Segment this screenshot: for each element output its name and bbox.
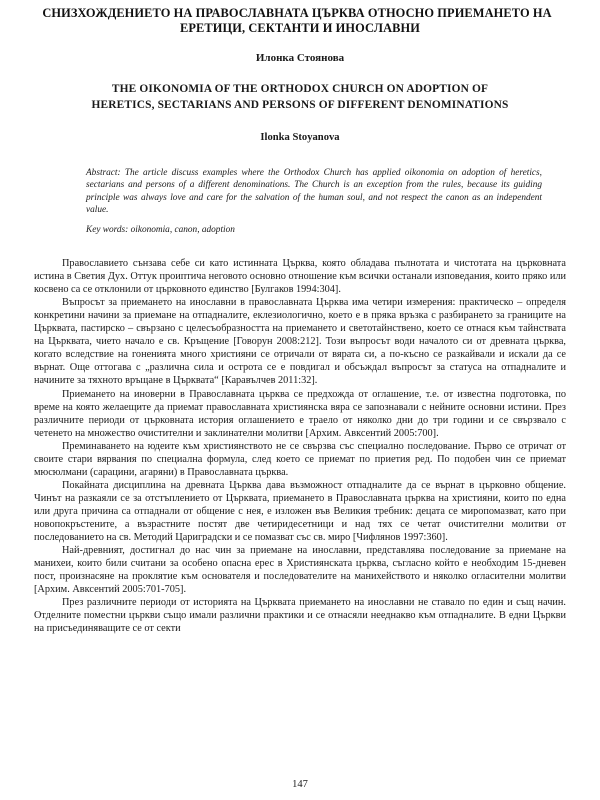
author-english: Ilonka Stoyanova [260,132,340,143]
body-paragraph: Най-древният, достигнал до нас чин за приемане на инославни, представлява последование за приемане на манихеи, които били считани за особено опасна ерес в Християнската църква, съгласно който е необходим 15-дневен пост, произнасяне на проклятие към основателя и последователите на манихейството и няколко огласителни молитви [Архим. Авксентий 2005:701-705]. [34,545,566,596]
abstract-block [86,167,542,217]
abstract-text: Abstract: The article discuss examples where the Orthodox Church has applied oikonomia on adoption of heretics, sectarians and persons of a different denominations. The Church is an exception from the rules, because its guiding principle was always love and care for the salvation of the human soul, and not respect the canon as an independent value. [86,168,542,216]
title-bulgarian-line1: СНИЗХОЖДЕНИЕТО НА ПРАВОСЛАВНАТА ЦЪРКВА ОТНОСНО ПРИЕМАНЕТО НА [42,6,552,20]
body-paragraph: Покайната дисциплина на древната Църква дава възможност отпадналите да се върнат в църковно общение. Чинът на разкаяли се за отстъплението от Църквата, приемането в Православната църква на християни, които по една или друга причина са отпаднали от общение с нея, е изложен във Великия требник: децата се миропомазват, като при новопокръстените, а възрастните постят две четиридесетници и над тях се четат очистителни молитви от последованието на св. Методий Цариградски и се помазват със св. миро [Чифлянов 1997:360]. [34,479,566,544]
body-paragraph: Приемането на иноверни в Православната църква се предхожда от оглашение, т.е. от известна подготовка, по време на която желаещите да приемат православната християнска вяра се запознавали с нейните основни истини. През различните периоди от църковната история оглашението е траело от няколко дни до три години и се свързвало с четенето на множество очистителни и заклинателни молитви [Архим. Авксентий 2005:700]. [34,388,566,439]
page-number: 147 [292,779,308,790]
body-paragraph: Въпросът за приемането на инославни в православната Църква има четири измерения: практическо – определя конкретини начини за приемане на отпадналите, еклезиологично, което е в пряка връзка с разбирането за границите на Църквата, пастирско – свързано с целесъобразността на приемането и светотайнствено, което се отнася към тайнствата на Църквата, чието начало е св. Кръщение [Говорун 2008:212]. Този въпросът води началото си от древната църква, когато вследствие на гоненията много християни се отричали от вярата си, а по-късно се разкайвали и искали да се върнат. Още оттогава с „различна сила и острота се е повдигал и обсъждал въпросът за статуса на отпадналите и начините за тяхното връщане в Църквата“ [Каравълчев 2011:32]. [34,297,566,387]
body-paragraph: През различните периоди от историята на Църквата приемането на инославни не ставало по един и същ начин. Отделните поместни църкви също имали различни практики и се отнасяли нееднакво към отпадналите. В едни Църкви на присъединяващите се от секти [34,597,566,635]
title-english-line1: THE OIKONOMIA OF THE ORTHODOX CHURCH ON ADOPTION OF [111,83,489,96]
page-title-bulgarian [34,6,566,35]
page-title-english [34,82,566,113]
keywords-line: Key words: oikonomia, canon, adoption [86,224,235,235]
author-bulgarian: Илонка Стоянова [255,52,345,65]
title-bulgarian-line2: ЕРЕТИЦИ, СЕКТАНТИ И ИНОСЛАВНИ [180,20,420,35]
title-english-line2: HERETICS, SECTARIANS AND PERSONS OF DIFFERENT DENOMINATIONS [91,98,509,111]
body-paragraph: Православието сънзава себе си като истинната Църква, която обладава пълнотата и чистотата на църковната истина в Светия Дух. Оттук проиптича неговото основно отношение към всички останали изповедания, които пряко или косвено са се отклонили от църковното единство [Булгаков 1994:304]. [34,258,566,296]
body-text [34,257,566,635]
body-paragraph: Преминаването на юдеите към християнството не се свързва със специално последование. Първо се отричат от своите стари вярвания по специална формула, след което се приемат по приетия ред. По подобен чин се приемат мюсюлмани (сарацини, агаряни) в Православната църква. [34,440,566,478]
